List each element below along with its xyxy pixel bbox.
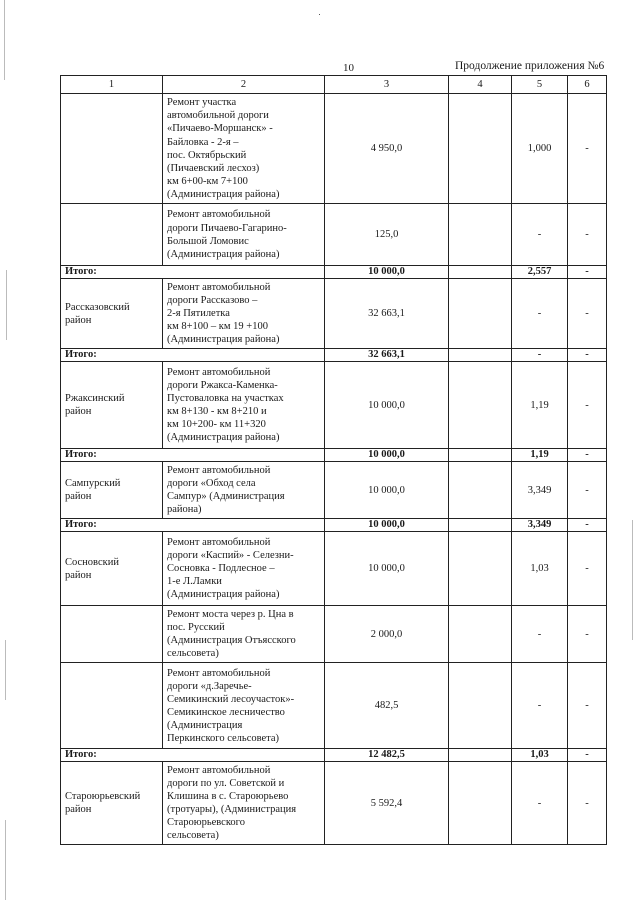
col5-cell: 1,03 [512, 532, 568, 606]
district-cell [61, 663, 163, 749]
scan-edge-mark [6, 270, 7, 340]
col5-cell: 1,03 [512, 749, 568, 762]
col6-cell: - [568, 94, 607, 204]
work-description: Ремонт участка автомобильной дороги «Пичаево-Моршанск» - Байловка - 2-я – пос. Октябрьский (Пичаевский лесхоз) км 6+00-км 7+100 (Администрация района) [163, 94, 325, 204]
col5-cell: - [512, 762, 568, 845]
district-cell [61, 606, 163, 663]
work-description: Ремонт автомобильной дороги Пичаево-Гагарино- Большой Ломовис (Администрация района) [163, 204, 325, 266]
total-row [61, 519, 607, 532]
col4-cell [449, 519, 512, 532]
col5-cell: 2,557 [512, 266, 568, 279]
col6-cell: - [568, 749, 607, 762]
col6-cell: - [568, 462, 607, 519]
amount-cell: 10 000,0 [325, 362, 449, 449]
amount-cell: 12 482,5 [325, 749, 449, 762]
col4-cell [449, 663, 512, 749]
district-cell: Сампурский район [61, 462, 163, 519]
scan-edge-mark [632, 520, 633, 640]
amount-cell: 10 000,0 [325, 519, 449, 532]
col6-cell: - [568, 519, 607, 532]
col5-cell: - [512, 606, 568, 663]
col6-cell: - [568, 532, 607, 606]
col6-cell: - [568, 449, 607, 462]
total-row [61, 749, 607, 762]
amount-cell: 5 592,4 [325, 762, 449, 845]
table-row [61, 362, 607, 449]
col5-cell: 1,19 [512, 362, 568, 449]
table-row [61, 204, 607, 266]
work-description: Ремонт моста через р. Цна в пос. Русский (Администрация Отъясского сельсовета) [163, 606, 325, 663]
column-number: 5 [512, 76, 568, 94]
amount-cell: 125,0 [325, 204, 449, 266]
column-number: 3 [325, 76, 449, 94]
total-label: Итого: [61, 749, 325, 762]
col4-cell [449, 279, 512, 349]
table-row [61, 762, 607, 845]
column-number: 1 [61, 76, 163, 94]
col6-cell: - [568, 762, 607, 845]
amount-cell: 32 663,1 [325, 349, 449, 362]
column-number-row [61, 76, 607, 94]
work-description: Ремонт автомобильной дороги по ул. Советской и Клишина в с. Староюрьево (тротуары), (Администрация Староюрьевского сельсовета) [163, 762, 325, 845]
col6-cell: - [568, 349, 607, 362]
page-number: 10 [343, 62, 354, 74]
col4-cell [449, 349, 512, 362]
col4-cell [449, 762, 512, 845]
amount-cell: 32 663,1 [325, 279, 449, 349]
total-label: Итого: [61, 449, 325, 462]
col4-cell [449, 266, 512, 279]
col4-cell [449, 532, 512, 606]
district-cell: Рассказовский район [61, 279, 163, 349]
scan-edge-mark [5, 820, 6, 900]
col6-cell: - [568, 204, 607, 266]
scan-edge-mark [5, 640, 6, 700]
col5-cell: 1,000 [512, 94, 568, 204]
col4-cell [449, 462, 512, 519]
col5-cell: - [512, 663, 568, 749]
table-row [61, 606, 607, 663]
scan-speck [319, 14, 320, 15]
amount-cell: 10 000,0 [325, 532, 449, 606]
district-cell: Сосновский район [61, 532, 163, 606]
total-label: Итого: [61, 349, 325, 362]
amount-cell: 10 000,0 [325, 449, 449, 462]
col5-cell: 1,19 [512, 449, 568, 462]
district-cell: Ржаксинский район [61, 362, 163, 449]
col5-cell: 3,349 [512, 462, 568, 519]
budget-table [60, 75, 607, 845]
col4-cell [449, 449, 512, 462]
amount-cell: 2 000,0 [325, 606, 449, 663]
table-row [61, 663, 607, 749]
district-cell [61, 204, 163, 266]
total-row [61, 349, 607, 362]
col5-cell: - [512, 204, 568, 266]
district-cell [61, 94, 163, 204]
amount-cell: 10 000,0 [325, 462, 449, 519]
table-row [61, 462, 607, 519]
col6-cell: - [568, 606, 607, 663]
work-description: Ремонт автомобильной дороги «Каспий» - Селезни- Сосновка - Подлесное – 1-е Л.Ламки (Администрация района) [163, 532, 325, 606]
total-row [61, 449, 607, 462]
total-label: Итого: [61, 519, 325, 532]
work-description: Ремонт автомобильной дороги Ржакса-Каменка- Пустоваловка на участках км 8+130 - км 8+210 и км 10+200- км 11+320 (Администрация района) [163, 362, 325, 449]
col6-cell: - [568, 663, 607, 749]
col5-cell: - [512, 279, 568, 349]
col6-cell: - [568, 266, 607, 279]
col5-cell: 3,349 [512, 519, 568, 532]
continuation-title: Продолжение приложения №6 [455, 60, 605, 72]
total-label: Итого: [61, 266, 325, 279]
table-row [61, 94, 607, 204]
col4-cell [449, 362, 512, 449]
table-row [61, 279, 607, 349]
column-number: 6 [568, 76, 607, 94]
col6-cell: - [568, 279, 607, 349]
col6-cell: - [568, 362, 607, 449]
table-body [61, 94, 607, 845]
amount-cell: 482,5 [325, 663, 449, 749]
amount-cell: 4 950,0 [325, 94, 449, 204]
col4-cell [449, 94, 512, 204]
col4-cell [449, 606, 512, 663]
col4-cell [449, 749, 512, 762]
column-number: 4 [449, 76, 512, 94]
district-cell: Староюрьевский район [61, 762, 163, 845]
work-description: Ремонт автомобильной дороги Рассказово – 2-я Пятилетка км 8+100 – км 19 +100 (Администрация района) [163, 279, 325, 349]
table-row [61, 532, 607, 606]
total-row [61, 266, 607, 279]
col4-cell [449, 204, 512, 266]
work-description: Ремонт автомобильной дороги «Обход села Сампур» (Администрация района) [163, 462, 325, 519]
amount-cell: 10 000,0 [325, 266, 449, 279]
work-description: Ремонт автомобильной дороги «д.Заречье- Семикинский лесоучасток»- Семикинское лесничество (Администрация Перкинского сельсовета) [163, 663, 325, 749]
column-number: 2 [163, 76, 325, 94]
col5-cell: - [512, 349, 568, 362]
scan-edge-mark [4, 0, 5, 80]
